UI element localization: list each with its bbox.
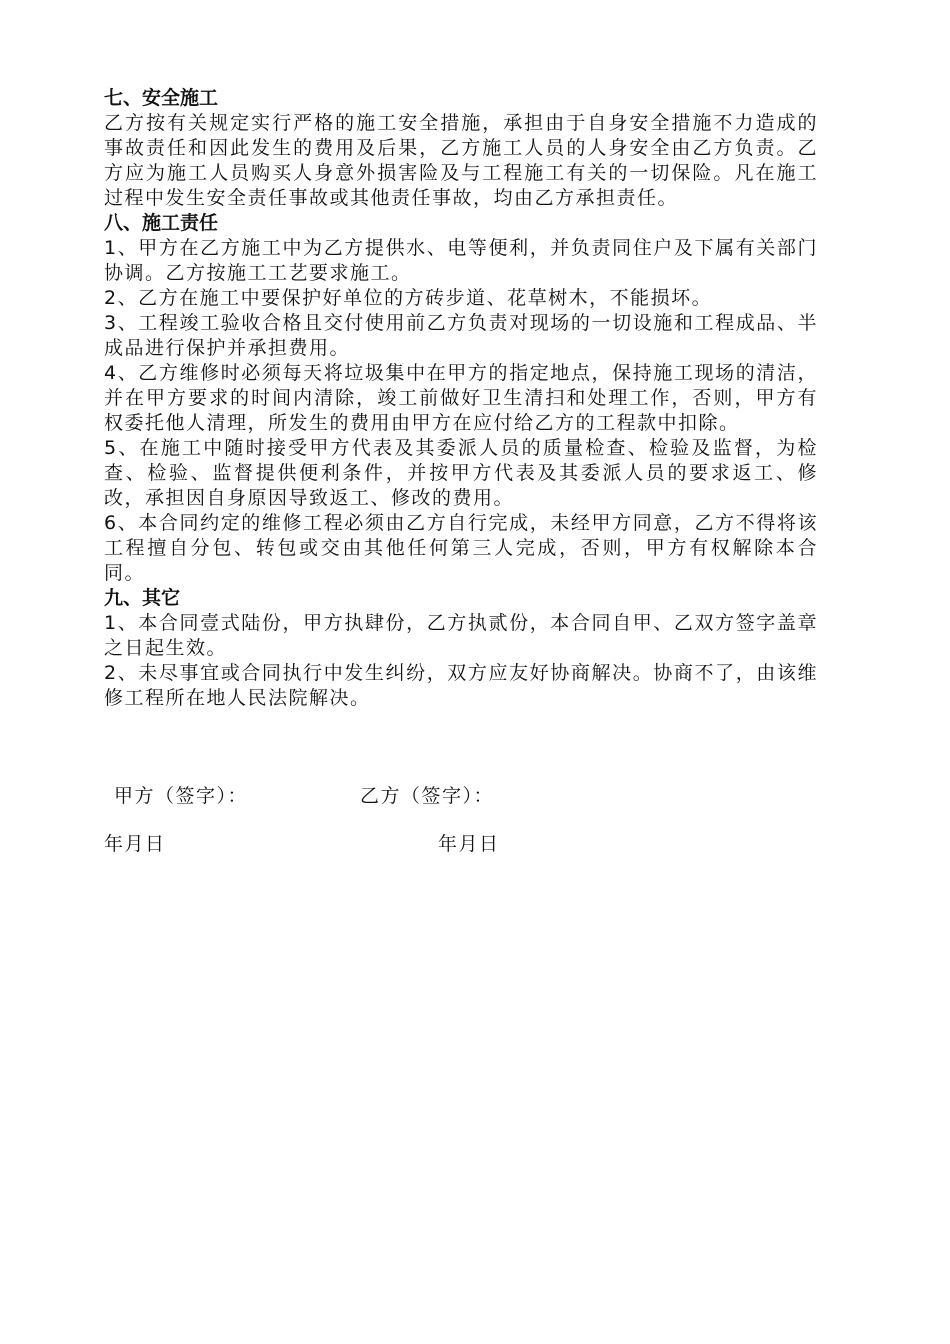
party-a-signature-label: 甲方（签字）： — [114, 785, 249, 807]
party-b-date: 年月日 — [438, 833, 500, 855]
section-9-heading: 九、其它 — [104, 587, 181, 609]
date-row — [104, 832, 818, 857]
section-8-clause-6: 6、本合同约定的维修工程必须由乙方自行完成，未经甲方同意，乙方不得将该工程擅自分包、转包或交由其他任何第三人完成，否则，甲方有权解除本合同。 — [104, 512, 818, 584]
party-a-date: 年月日 — [104, 833, 166, 855]
section-8-clause-3: 3、工程竣工验收合格且交付使用前乙方负责对现场的一切设施和工程成品、半成品进行保护并承担费用。 — [104, 312, 818, 359]
section-8-heading: 八、施工责任 — [104, 212, 219, 234]
section-8-clause-4: 4、乙方维修时必须每天将垃圾集中在甲方的指定地点，保持施工现场的清洁，并在甲方要求的时间内清除，竣工前做好卫生清扫和处理工作，否则，甲方有权委托他人清理，所发生的费用由甲方在应付给乙方的工程款中扣除。 — [104, 362, 818, 434]
section-7-paragraph-1: 乙方按有关规定实行严格的施工安全措施，承担由于自身安全措施不力造成的事故责任和因此发生的费用及后果，乙方施工人员的人身安全由乙方负责。乙方应为施工人员购买人身意外损害险及与工程施工有关的一切保险。凡在施工过程中发生安全责任事故或其他责任事故，均由乙方承担责任。 — [104, 112, 818, 209]
section-9-clause-1: 1、本合同壹式陆份，甲方执肆份，乙方执贰份，本合同自甲、乙双方签字盖章之日起生效。 — [104, 612, 818, 659]
section-7-heading: 七、安全施工 — [104, 87, 219, 109]
section-8-clause-1: 1、甲方在乙方施工中为乙方提供水、电等便利，并负责同住户及下属有关部门协调。乙方按施工工艺要求施工。 — [104, 237, 818, 284]
signature-row — [104, 784, 818, 809]
section-9-clause-2: 2、未尽事宜或合同执行中发生纠纷，双方应友好协商解决。协商不了，由该维修工程所在地人民法院解决。 — [104, 662, 818, 709]
contract-page — [104, 86, 818, 855]
party-b-signature-label: 乙方（签字）： — [360, 785, 495, 807]
section-8-clause-5: 5、在施工中随时接受甲方代表及其委派人员的质量检查、检验及监督，为检查、检验、监督提供便利条件，并按甲方代表及其委派人员的要求返工、修改，承担因自身原因导致返工、修改的费用。 — [104, 437, 818, 509]
section-8-clause-2: 2、乙方在施工中要保护好单位的方砖步道、花草树木，不能损坏。 — [104, 287, 713, 309]
